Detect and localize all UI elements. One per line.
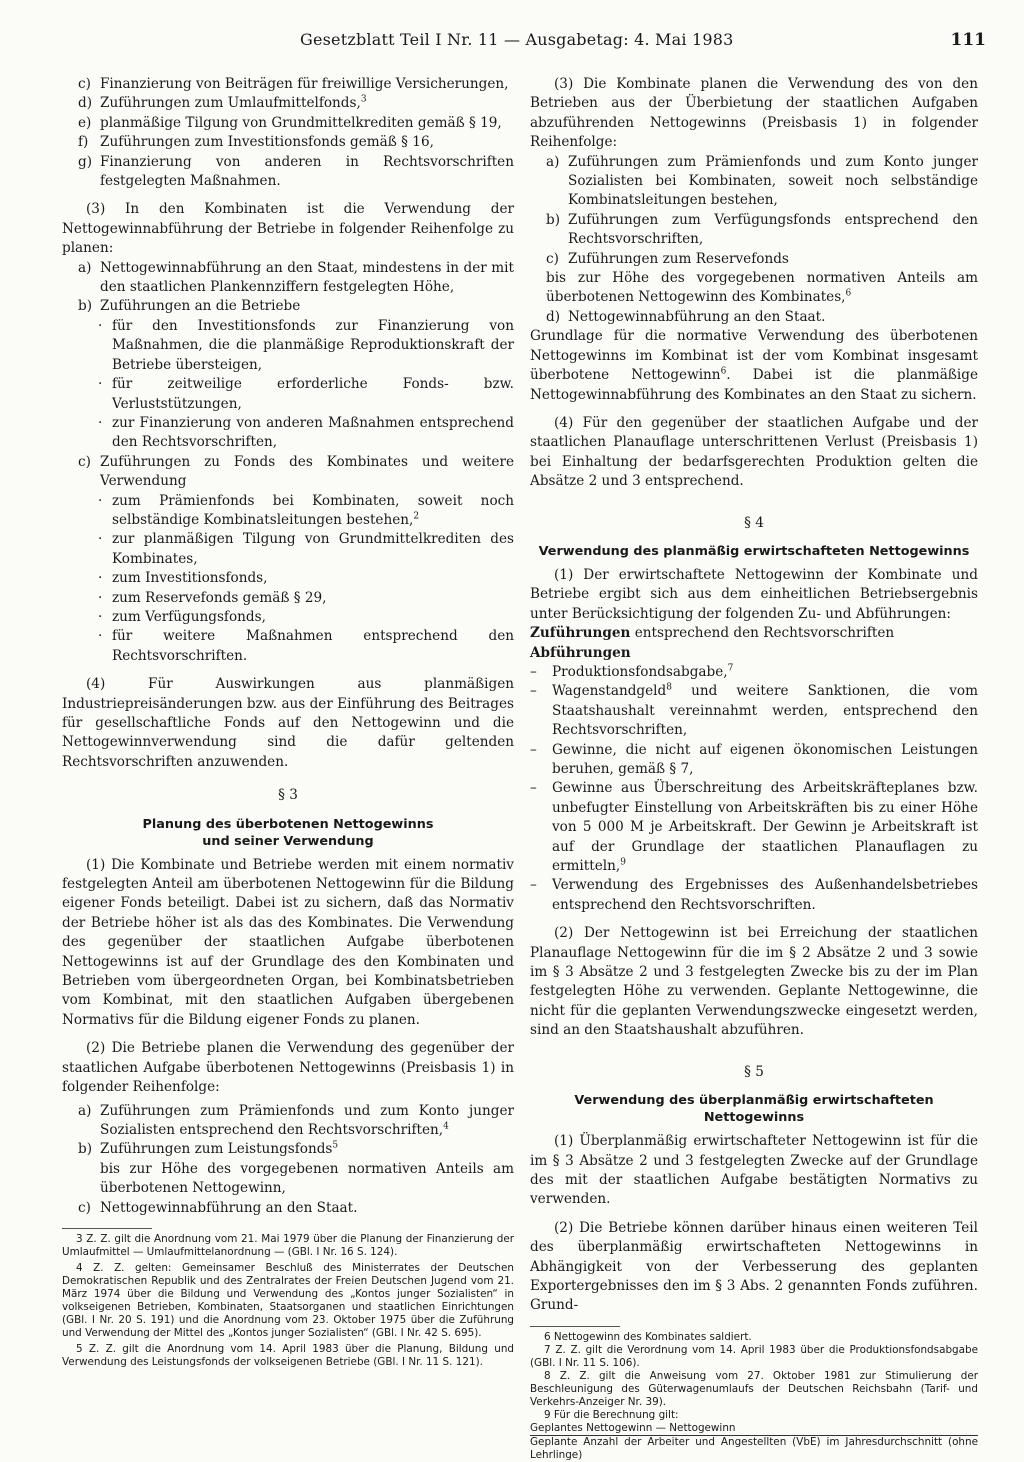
page-number: 111	[950, 30, 986, 50]
section-title: Verwendung des überplanmäßig erwirtschafteten Nettogewinns	[574, 1093, 934, 1126]
paragraph: (2) Die Betriebe können darüber hinaus einen weiteren Teil des überplanmäßig erwirtschafteten Nettogewinns in Abhängigkeit von der Verbesserung des geplanten Exportergebnisses den im § 3 Abs. 2 genannten Fonds zuführen. Grund-	[530, 1219, 978, 1314]
dash-item: – Produktionsfondsabgabe,$^7$	[530, 663, 734, 680]
paragraph: (1) Überplanmäßig erwirtschafteter Nettogewinn ist für die im § 3 Absätze 2 und 3 festgelegten Zwecke auf der Grundlage des mit der staatlichen Aufgabe bestätigten Normativs zu verwenden.	[530, 1133, 978, 1208]
sub-item: · für den Investitionsfonds zur Finanzierung von Maßnahmen, die die planmäßige Reproduktionskraft der Betriebe übersteigen,	[98, 317, 514, 373]
list-item: e) planmäßige Tilgung von Grundmittelkrediten gemäß § 19,	[78, 114, 502, 131]
footnote: 7 Z. Z. gilt die Verordnung vom 14. April 1983 über die Produktionsfondsabgabe (GBl. I Nr. 11 S. 106).	[530, 1343, 978, 1369]
dash-item: – Verwendung des Ergebnisses des Außenhandelsbetriebes entsprechend den Rechtsvorschriften.	[530, 877, 978, 913]
header-title: Gesetzblatt Teil I Nr. 11 — Ausgabetag: 4. Mai 1983	[300, 30, 734, 49]
list-item: a) Zuführungen zum Prämienfonds und zum Konto junger Sozialisten bei Kombinaten, soweit noch selbständige Kombinatsleitungen bestehen,	[546, 153, 978, 209]
list-item: c) Zuführungen zu Fonds des Kombinates und weitere Verwendung	[78, 453, 514, 490]
dash-item: – Gewinne, die nicht auf eigenen ökonomischen Leistungen beruhen, gemäß § 7,	[530, 741, 978, 777]
paragraph: (4) Für den gegenüber der staatlichen Aufgabe und der staatlichen Planauflage unterschrittenen Verlust (Preisbasis 1) bei Einhaltung der bedarfsgerechten Produktion gelten die Absätze 2 und 3 entsprechend.	[530, 414, 978, 490]
page-header	[60, 30, 986, 60]
section-number: § 3	[278, 787, 298, 804]
paragraph: bis zur Höhe des vorgegebenen normativen Anteils am überbotenen Nettogewinn,	[100, 1160, 514, 1197]
subheading: Abführungen	[530, 644, 631, 661]
section-number: § 4	[744, 514, 764, 531]
paragraph: Grundlage für die normative Verwendung des überbotenen Nettogewinns im Kombinat ist der vom Kombinat insgesamt überbotene Nettogewinn$^6$. Dabei ist die planmäßige Nettogewinnabführung des Kombinates an den Staat zu sichern.	[530, 328, 978, 403]
list-item: b) Zuführungen an die Betriebe	[78, 298, 301, 315]
paragraph: Zuführungen entsprechend den Rechtsvorschriften	[530, 625, 895, 642]
dash-item: – Wagenstandgeld$^8$ und weitere Sanktionen, die vom Staatshaushalt vereinnahmt werden, entsprechend den Rechtsvorschriften,	[530, 682, 978, 739]
sub-item: · für zeitweilige erforderliche Fonds- bzw. Verluststützungen,	[98, 376, 514, 412]
section-number: § 5	[744, 1063, 764, 1080]
list-item: a) Nettogewinnabführung an den Staat, mindestens in der mit den staatlichen Plankennziffern festgelegten Höhe,	[78, 259, 514, 296]
footnote-divider	[530, 1326, 620, 1327]
sub-item: · zur Finanzierung von anderen Maßnahmen entsprechend den Rechtsvorschriften,	[98, 414, 514, 451]
footnote: 6 Nettogewinn des Kombinates saldiert.	[544, 1330, 752, 1343]
paragraph: (2) Die Betriebe planen die Verwendung des gegenüber der staatlichen Aufgabe überbotenen Nettogewinns (Preisbasis 1) in folgender Reihenfolge:	[62, 1040, 514, 1096]
sub-item: · zum Prämienfonds bei Kombinaten, soweit noch selbständige Kombinatsleitungen bestehen,$^2$	[98, 492, 514, 528]
list-item: c) Zuführungen zum Reservefonds	[546, 250, 789, 267]
paragraph: bis zur Höhe des vorgegebenen normativen Anteils am überbotenen Nettogewinn des Kombinates,$^6$	[546, 270, 978, 306]
formula-numerator: Geplantes Nettogewinn — Nettogewinn	[530, 1422, 978, 1436]
paragraph: (1) Der erwirtschaftete Nettogewinn der Kombinate und Betriebe ergibt sich aus dem einheitlichen Betriebsergebnis unter Berücksichtigung der folgenden Zu- und Abführungen:	[530, 566, 978, 622]
list-item: b) Zuführungen zum Verfügungsfonds entsprechend den Rechtsvorschriften,	[546, 211, 978, 248]
right-column	[530, 75, 978, 1462]
paragraph: (3) In den Kombinaten ist die Verwendung der Nettogewinnabführung der Betriebe in folgender Reihenfolge zu planen:	[62, 201, 514, 257]
list-item: a) Zuführungen zum Prämienfonds und zum Konto junger Sozialisten entsprechend den Rechtsvorschriften,$^4$	[78, 1102, 514, 1138]
sub-item: · zum Investitionsfonds,	[98, 570, 268, 587]
list-item: c) Finanzierung von Beiträgen für freiwillige Versicherungen,	[78, 76, 509, 92]
sub-item: · zum Reservefonds gemäß § 29,	[98, 589, 327, 606]
sub-item: · zur planmäßigen Tilgung von Grundmittelkrediten des Kombinates,	[98, 531, 514, 567]
footnote-divider	[62, 1228, 152, 1229]
paragraph: (4) Für Auswirkungen aus planmäßigen Industriepreisänderungen bzw. aus der Einführung des Beitrages für gesellschaftliche Fonds auf den Nettogewinn und die Nettogewinnverwendung sind die dafür geltenden Rechtsvorschriften anzuwenden.	[62, 676, 514, 770]
footnote: 3 Z. Z. gilt die Anordnung vom 21. Mai 1979 über die Planung der Finanzierung der Umlaufmittel — Umlaufmittelanordnung — (GBl. I Nr. 16 S. 124).	[62, 1232, 514, 1258]
paragraph: (3) Die Kombinate planen die Verwendung des von den Betrieben aus der Überbietung der staatlichen Aufgaben abzuführenden Nettogewinns (Preisbasis 1) in folgender Reihenfolge:	[530, 76, 978, 151]
section-title: Verwendung des planmäßig erwirtschafteten Nettogewinns	[538, 543, 970, 559]
list-item: d) Nettogewinnabführung an den Staat.	[546, 308, 826, 325]
paragraph: (1) Die Kombinate und Betriebe werden mit einem normativ festgelegten Anteil am überbotenen Nettogewinn für die Bildung eigener Fonds beteiligt. Dabei ist zu sichern, daß das Normativ der Betriebe höher ist als das des Kombinates. Die Verwendung des gegenüber der staatlichen Aufgabe überbotenen Nettogewinns ist auf der Grundlage des den Kombinaten und Betrieben vom übergeordneten Organ, bei Kombinatsbetrieben vom Kombinat, mit den staatlichen Aufgaben übergebenen Normativs für die Bildung eigener Fonds zu planen.	[62, 856, 514, 1028]
list-item: d) Zuführungen zum Umlaufmittelfonds,$^3$	[78, 94, 367, 112]
footnote: 8 Z. Z. gilt die Anweisung vom 27. Oktober 1981 zur Stimulierung der Beschleunigung des Güterwagenumlaufs der Deutschen Reichsbahn (Tarif- und Verkehrs-Anzeiger Nr. 39).	[530, 1369, 978, 1408]
list-item: g) Finanzierung von anderen in Rechtsvorschriften festgelegten Maßnahmen.	[78, 153, 514, 190]
footnote: 5 Z. Z. gilt die Anordnung vom 14. April 1983 über die Planung, Bildung und Verwendung des Leistungsfonds der volkseigenen Betriebe (GBl. I Nr. 11 S. 121).	[62, 1342, 514, 1368]
footnote: 4 Z. Z. gelten: Gemeinsamer Beschluß des Ministerrates der Deutschen Demokratischen Republik und des Zentralrates der Freien Deutschen Jugend vom 21. März 1974 über die Bildung und Verwendung des „Kontos junger Sozialisten“ in volkseigenen Betrieben, Kombinaten, Staatsorganen und staatlichen Einrichtungen (GBl. I Nr. 20 S. 191) und die Anordnung vom 23. Oktober 1975 über die Zuführung und Verwendung der Mittel des „Kontos junger Sozialisten“ (GBl. I Nr. 42 S. 695).	[62, 1261, 514, 1339]
list-item: f) Zuführungen zum Investitionsfonds gemäß § 16,	[78, 134, 434, 151]
sub-item: · für weitere Maßnahmen entsprechend den Rechtsvorschriften.	[98, 628, 514, 664]
formula-denominator: Geplante Anzahl der Arbeiter und Angestellten (VbE) im Jahresdurchschnitt (ohne Lehrlinge)	[530, 1435, 978, 1461]
left-column	[62, 75, 514, 1369]
list-item: c) Nettogewinnabführung an den Staat.	[78, 1199, 358, 1216]
sub-item: · zum Verfügungsfonds,	[98, 608, 266, 625]
section-title: Planung des überbotenen Nettogewinns und seiner Verwendung	[142, 816, 434, 849]
list-item: b) Zuführungen zum Leistungsfonds$^5$	[78, 1140, 339, 1158]
dash-item: – Gewinne aus Überschreitung des Arbeitskräfteplanes bzw. unbefugter Einstellung von Arbeitskräften bis zu einer Höhe von 5 000 M je Arbeitskraft. Der Gewinn je Arbeitskraft ist auf der Grundlage der staatlichen Planauflagen zu ermitteln,$^9$	[530, 780, 978, 875]
footnote: 9 Für die Berechnung gilt:	[544, 1408, 679, 1421]
paragraph: (2) Der Nettogewinn ist bei Erreichung der staatlichen Planauflage Nettogewinn für die im § 2 Absätze 2 und 3 sowie im § 3 Absätze 2 und 3 festgelegten Zwecke bis zu der im Plan festgelegten Höhe zu verwenden. Geplante Nettogewinne, die nicht für die geplanten Verwendungszwecke eingesetzt werden, sind an den Staatshaushalt abzuführen.	[530, 925, 978, 1039]
